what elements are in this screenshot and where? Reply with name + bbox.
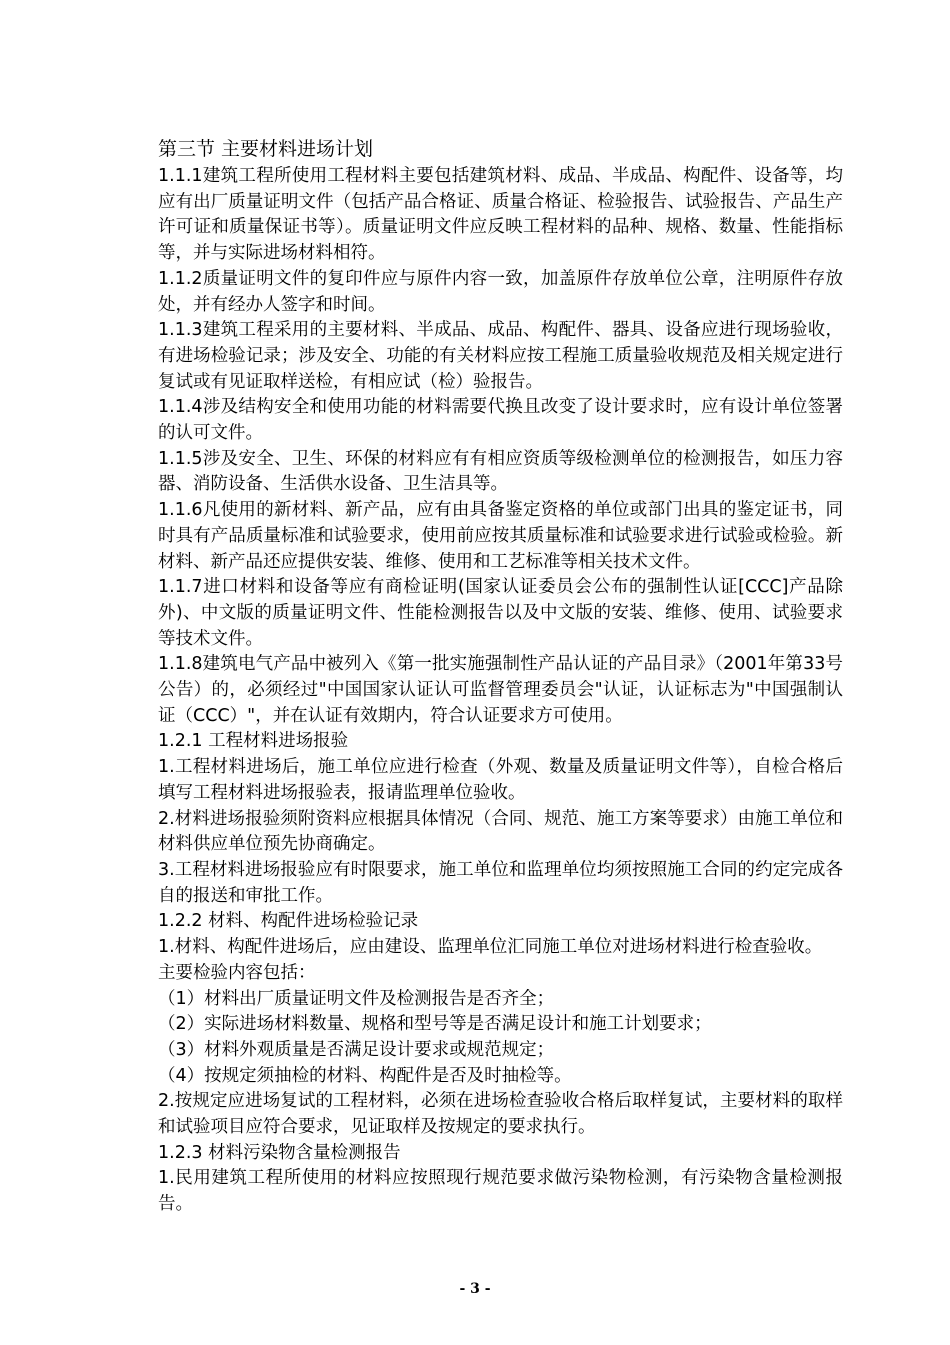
paragraph-1-1-6: 1.1.6凡使用的新材料、新产品，应有由具备鉴定资格的单位或部门出具的鉴定证书，同时具有产品质量标准和试验要求，使用前应按其质量标准和试验要求进行试验或检验。新材料、新产品还应提供安装、维修、使用和工艺标准等相关技术文件。 xyxy=(158,500,843,572)
inspection-item-2: （2）实际进场材料数量、规格和型号等是否满足设计和施工计划要求； xyxy=(158,1014,712,1035)
paragraph-1-1-5: 1.1.5涉及安全、卫生、环保的材料应有有相应资质等级检测单位的检测报告，如压力容器、消防设备、生活供水设备、卫生洁具等。 xyxy=(158,448,843,495)
paragraph-1-1-4: 1.1.4涉及结构安全和使用功能的材料需要代换且改变了设计要求时，应有设计单位签署的认可文件。 xyxy=(158,397,843,444)
inspection-item-3: （3）材料外观质量是否满足设计要求或规范规定； xyxy=(158,1039,555,1060)
paragraph-1-2-1-item-2: 2.材料进场报验须附资料应根据具体情况（合同、规范、施工方案等要求）由施工单位和材料供应单位预先协商确定。 xyxy=(158,808,843,855)
paragraph-1-1-8: 1.1.8建筑电气产品中被列入《第一批实施强制性产品认证的产品目录》（2001年第33号公告）的，必须经过"中国国家认证认可监督管理委员会"认证，认证标志为"中国强制认证（CCC）"，并在认证有效期内，符合认证要求方可使用。 xyxy=(158,654,843,726)
paragraph-1-2-2-item-2: 2.按规定应进场复试的工程材料，必须在进场检查验收合格后取样复试，主要材料的取样和试验项目应符合要求，见证取样及按规定的要求执行。 xyxy=(158,1091,843,1138)
paragraph-1-1-1: 1.1.1建筑工程所使用工程材料主要包括建筑材料、成品、半成品、构配件、设备等，均应有出厂质量证明文件（包括产品合格证、质量合格证、检验报告、试验报告、产品生产许可证和质量保证书等）。质量证明文件应反映工程材料的品种、规格、数量、性能指标等，并与实际进场材料相符。 xyxy=(158,166,843,264)
page-number: - 3 - xyxy=(459,1281,491,1297)
paragraph-1-2-2-item-1: 1.材料、构配件进场后，应由建设、监理单位汇同施工单位对进场材料进行检查验收。 xyxy=(158,937,823,958)
inspection-intro: 主要检验内容包括： xyxy=(158,962,316,983)
document-body xyxy=(158,134,843,1218)
paragraph-1-2-1-item-3: 3.工程材料进场报验应有时限要求，施工单位和监理单位均须按照施工合同的约定完成各自的报送和审批工作。 xyxy=(158,859,843,906)
paragraph-1-2-3-item-1: 1.民用建筑工程所使用的材料应按照现行规范要求做污染物检测，有污染物含量检测报告。 xyxy=(158,1168,843,1215)
subheading-1-2-3: 1.2.3 材料污染物含量检测报告 xyxy=(158,1142,401,1163)
inspection-item-1: （1）材料出厂质量证明文件及检测报告是否齐全； xyxy=(158,988,555,1009)
paragraph-1-1-2: 1.1.2质量证明文件的复印件应与原件内容一致，加盖原件存放单位公章，注明原件存放处，并有经办人签字和时间。 xyxy=(158,268,843,315)
subheading-1-2-2: 1.2.2 材料、构配件进场检验记录 xyxy=(158,911,419,932)
subheading-1-2-1: 1.2.1 工程材料进场报验 xyxy=(158,731,349,752)
section-heading: 第三节 主要材料进场计划 xyxy=(158,138,374,160)
paragraph-1-1-7: 1.1.7进口材料和设备等应有商检证明(国家认证委员会公布的强制性认证[CCC]产品除外)、中文版的质量证明文件、性能检测报告以及中文版的安装、维修、使用、试验要求等技术文件。 xyxy=(158,577,843,649)
paragraph-1-1-3: 1.1.3建筑工程采用的主要材料、半成品、成品、构配件、器具、设备应进行现场验收，有进场检验记录；涉及安全、功能的有关材料应按工程施工质量验收规范及相关规定进行复试或有见证取样送检，有相应试（检）验报告。 xyxy=(158,320,843,392)
paragraph-1-2-1-item-1: 1.工程材料进场后，施工单位应进行检查（外观、数量及质量证明文件等），自检合格后填写工程材料进场报验表，报请监理单位验收。 xyxy=(158,757,843,803)
inspection-item-4: （4）按规定须抽检的材料、构配件是否及时抽检等。 xyxy=(158,1065,572,1086)
